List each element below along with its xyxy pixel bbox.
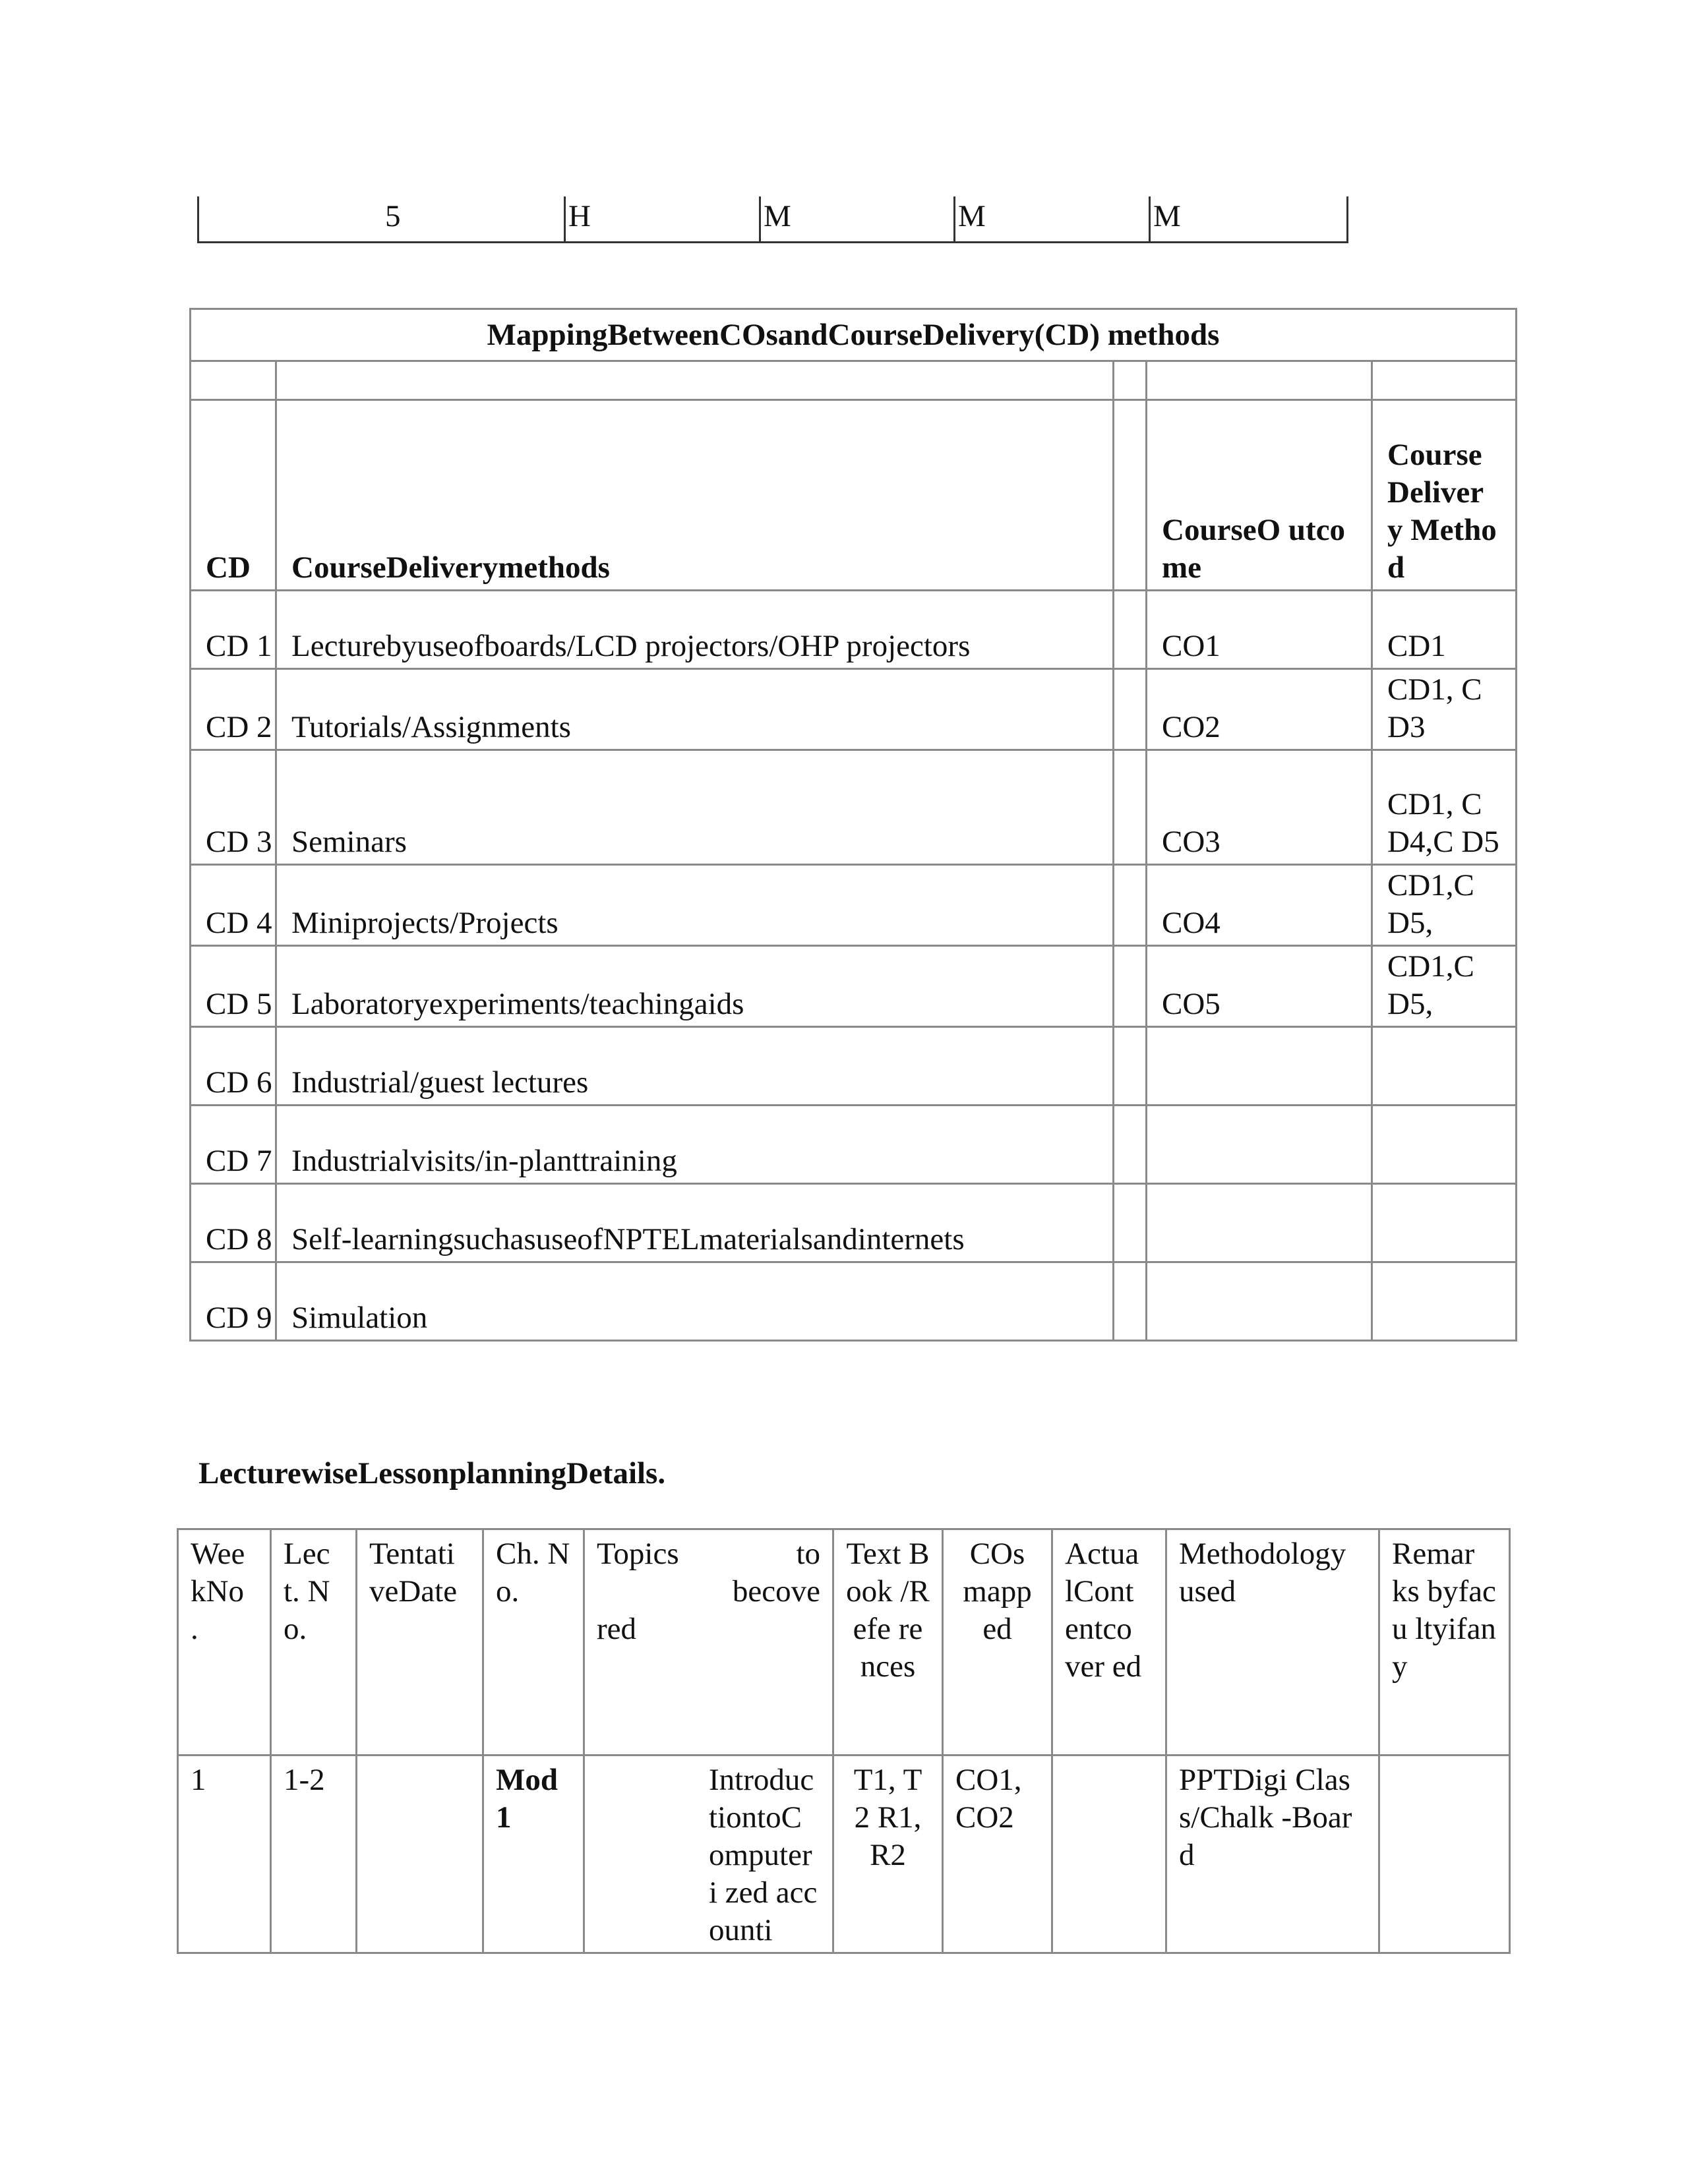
tentative-date bbox=[357, 1756, 483, 1953]
mapping-row-fragment bbox=[197, 196, 1348, 243]
header-topics-word: red bbox=[597, 1612, 637, 1646]
header-topics-word: to bbox=[796, 1537, 820, 1571]
table-row bbox=[191, 591, 1517, 669]
header-textbook: Text Book /Refe re nces bbox=[833, 1529, 943, 1756]
delivery-codes: CD1 bbox=[1372, 591, 1517, 669]
empty-cell bbox=[1114, 361, 1147, 400]
fragment-cell: M bbox=[953, 196, 1146, 241]
empty-cell bbox=[1114, 750, 1147, 865]
header-actual-content: Actua lCont entco ver ed bbox=[1052, 1529, 1166, 1756]
topic-text: Introduc tiontoC omputeri zed accounti bbox=[709, 1763, 818, 1947]
header-chapter: Ch. No. bbox=[483, 1529, 584, 1756]
delivery-method: Seminars bbox=[276, 750, 1114, 865]
week-number: 1 bbox=[178, 1756, 271, 1953]
cd-code: CD 9 bbox=[191, 1262, 276, 1341]
remarks bbox=[1379, 1756, 1510, 1953]
course-outcome bbox=[1147, 1027, 1372, 1106]
textbook-refs: T1, T2 R1, R2 bbox=[833, 1756, 943, 1953]
empty-cell bbox=[1114, 1184, 1147, 1262]
header-outcome: CourseO utcome bbox=[1147, 400, 1372, 591]
empty-cell bbox=[1114, 1106, 1147, 1184]
delivery-codes bbox=[1372, 1184, 1517, 1262]
empty-cell bbox=[1114, 669, 1147, 750]
course-outcome: CO3 bbox=[1147, 750, 1372, 865]
cd-code: CD 2 bbox=[191, 669, 276, 750]
course-outcome: CO2 bbox=[1147, 669, 1372, 750]
delivery-method: Laboratoryexperiments/teachingaids bbox=[276, 946, 1114, 1027]
table-row bbox=[191, 1106, 1517, 1184]
empty-cell bbox=[1114, 591, 1147, 669]
empty-cell bbox=[1114, 1027, 1147, 1106]
header-methods: CourseDeliverymethods bbox=[276, 400, 1114, 591]
delivery-method: Industrial/guest lectures bbox=[276, 1027, 1114, 1106]
header-delivery-method: Course Deliver y Metho d bbox=[1372, 400, 1517, 591]
course-outcome: CO5 bbox=[1147, 946, 1372, 1027]
lecture-number: 1-2 bbox=[271, 1756, 357, 1953]
empty-cell bbox=[1114, 865, 1147, 946]
delivery-method: Simulation bbox=[276, 1262, 1114, 1341]
table-row bbox=[191, 865, 1517, 946]
delivery-codes: CD1,C D5, bbox=[1372, 946, 1517, 1027]
empty-cell bbox=[1114, 1262, 1147, 1341]
fragment-cell: M bbox=[759, 196, 951, 241]
delivery-codes: CD1,C D5, bbox=[1372, 865, 1517, 946]
header-row bbox=[178, 1529, 1510, 1756]
delivery-codes bbox=[1372, 1106, 1517, 1184]
header-topics-word: Topics bbox=[597, 1537, 679, 1571]
table-row bbox=[191, 1262, 1517, 1341]
delivery-method: Industrialvisits/in-planttraining bbox=[276, 1106, 1114, 1184]
cd-code: CD 8 bbox=[191, 1184, 276, 1262]
course-outcome: CO1 bbox=[1147, 591, 1372, 669]
delivery-codes bbox=[1372, 1262, 1517, 1341]
fragment-cell: M bbox=[1149, 196, 1341, 241]
empty-cell bbox=[1114, 400, 1147, 591]
table-row bbox=[191, 1184, 1517, 1262]
delivery-method: Self-learningsuchasuseofNPTELmaterialsandinternets bbox=[276, 1184, 1114, 1262]
cd-code: CD 3 bbox=[191, 750, 276, 865]
actual-content bbox=[1052, 1756, 1166, 1953]
header-topics-word: becove bbox=[732, 1574, 820, 1608]
header-topics bbox=[584, 1529, 833, 1756]
cd-code: CD 1 bbox=[191, 591, 276, 669]
empty-cell bbox=[276, 361, 1114, 400]
cd-code: CD 7 bbox=[191, 1106, 276, 1184]
delivery-codes bbox=[1372, 1027, 1517, 1106]
delivery-method: Tutorials/Assignments bbox=[276, 669, 1114, 750]
empty-cell bbox=[1372, 361, 1517, 400]
cd-code: CD 6 bbox=[191, 1027, 276, 1106]
header-methodology: Methodology used bbox=[1166, 1529, 1379, 1756]
header-cos: COs mapp ed bbox=[943, 1529, 1052, 1756]
table-row bbox=[191, 750, 1517, 865]
table-row bbox=[178, 1756, 1510, 1953]
table-row bbox=[191, 1027, 1517, 1106]
course-outcome bbox=[1147, 1262, 1372, 1341]
course-outcome bbox=[1147, 1106, 1372, 1184]
fragment-cell-number: 5 bbox=[385, 199, 401, 233]
fragment-cell: H bbox=[564, 196, 756, 241]
empty-cell bbox=[1114, 946, 1147, 1027]
delivery-method: Lecturebyuseofboards/LCD projectors/OHP projectors bbox=[276, 591, 1114, 669]
empty-cell bbox=[191, 361, 276, 400]
table-title: MappingBetweenCOsandCourseDelivery(CD) methods bbox=[191, 309, 1517, 361]
delivery-method: Miniprojects/Projects bbox=[276, 865, 1114, 946]
topics-cell bbox=[584, 1756, 833, 1953]
empty-cell bbox=[1147, 361, 1372, 400]
course-outcome: CO4 bbox=[1147, 865, 1372, 946]
delivery-codes: CD1, CD3 bbox=[1372, 669, 1517, 750]
table-row bbox=[191, 669, 1517, 750]
header-cd: CD bbox=[191, 400, 276, 591]
delivery-codes: CD1, CD4,C D5 bbox=[1372, 750, 1517, 865]
cos-mapped: CO1, CO2 bbox=[943, 1756, 1052, 1953]
header-lecture: Lec t. No. bbox=[271, 1529, 357, 1756]
lesson-planning-title: LecturewiseLessonplanningDetails. bbox=[198, 1456, 666, 1490]
co-cd-mapping-table bbox=[189, 308, 1517, 1342]
header-remarks: Remar ks byfacu ltyifan y bbox=[1379, 1529, 1510, 1756]
course-outcome bbox=[1147, 1184, 1372, 1262]
lesson-planning-table bbox=[177, 1528, 1511, 1954]
chapter-number: Mod 1 bbox=[483, 1756, 584, 1953]
header-date: Tentati veDate bbox=[357, 1529, 483, 1756]
cd-code: CD 4 bbox=[191, 865, 276, 946]
header-week: Wee kNo . bbox=[178, 1529, 271, 1756]
methodology: PPTDigi Class/Chalk -Board bbox=[1166, 1756, 1379, 1953]
table-row bbox=[191, 946, 1517, 1027]
cd-code: CD 5 bbox=[191, 946, 276, 1027]
